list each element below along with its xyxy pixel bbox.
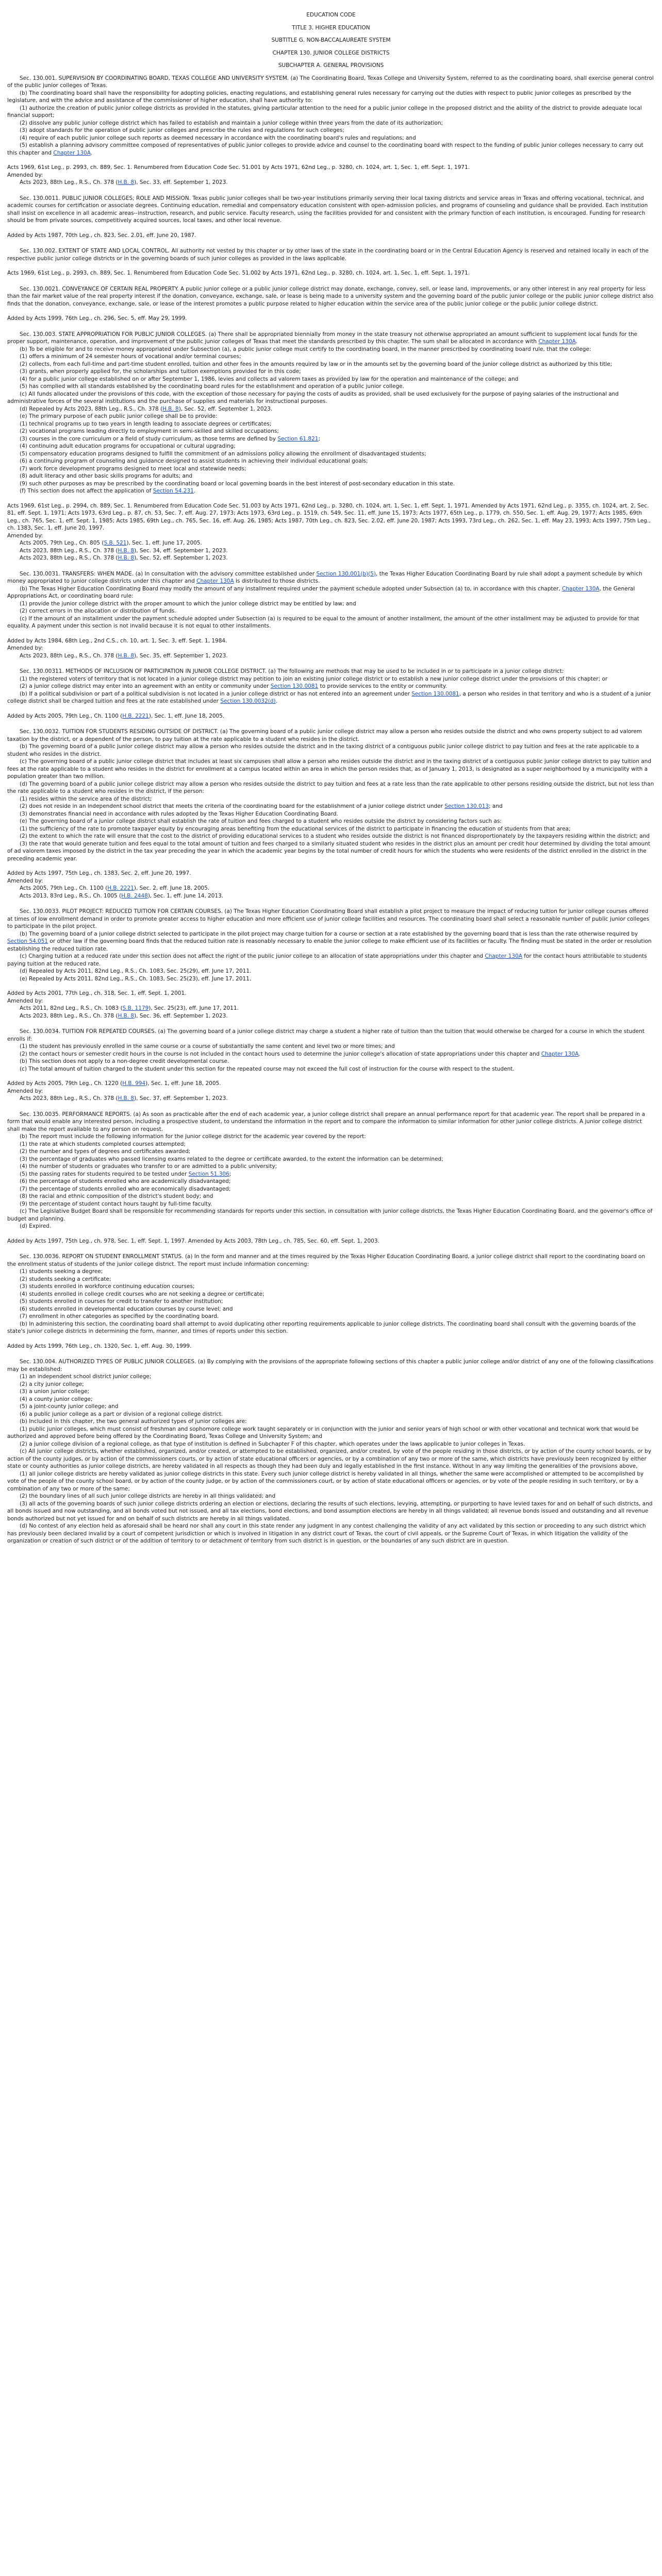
section-paragraph: (3) the rate that would generate tuition and fees equal to the total amount of tuition and fees charged to a similarly situated student who resides in the district plus an amount per credit hour determined by dividing the total amount of ad valorem taxes imposed by the district in the tax year preceding the year in which the academic year begins by the total number of credit hours for which the students who were residents of the district enrolled in the district in the preceding academic year. <box>7 840 651 862</box>
section-paragraph: (5) has complied with all standards established by the coordinating board rules for the establishment and operation of a public junior college. <box>20 383 404 389</box>
section-paragraph: (c) Charging tuition at a reduced rate under this section does not affect the right of the public junior college to an allocation of state appropriations under this chapter and Chapter 130A for the contact hours attributable to students paying tuition at the reduced rate. <box>7 953 647 967</box>
section-paragraph: (6) the percentage of students enrolled who are academically disadvantaged; <box>20 1178 231 1184</box>
sections-container <box>7 75 655 1545</box>
section-paragraph: Sec. 130.001. SUPERVISION BY COORDINATING BOARD, TEXAS COLLEGE AND UNIVERSITY SYSTEM. (a) The Coordinating Board, Texas College and University System, referred to as the coordinating board, shall exercise general control of the public junior colleges of Texas. <box>7 75 654 89</box>
section-paragraph: (2) students seeking a certificate; <box>20 1276 111 1282</box>
header-line: SUBCHAPTER A. GENERAL PROVISIONS <box>278 62 384 69</box>
section-paragraph: (2) the boundary lines of all such junior college districts are hereby in all things validated; and <box>20 1493 276 1499</box>
statute-section <box>7 195 655 240</box>
section-paragraph: (2) vocational programs leading directly to employment in semi-skilled and skilled occupations; <box>20 428 279 434</box>
section-paragraph: (6) a public junior college as a part or division of a regional college district. <box>20 1411 223 1417</box>
statute-section <box>7 908 655 1020</box>
statute-section <box>7 728 655 900</box>
section-paragraph: (c) All funds allocated under the provisions of this code, with the exception of those necessary for paying the costs of audits as provided, shall be used exclusively for the purpose of paying salaries of the instructional and administrative forces of the several institutions and the purchase of supplies and materials for instructional purposes. <box>7 391 619 404</box>
reference-link[interactable]: H.B. 8 <box>118 555 135 561</box>
history-note <box>7 315 655 323</box>
section-paragraph: Sec. 130.0031. TRANSFERS: WHEN MADE. (a) In consultation with the advisory committee established under Section 130.001(b)(5), the Texas Higher Education Coordinating Board by rule shall adopt a payment schedule by which money appropriated to junior college districts under this chapter and Chapter 130A is distributed to those districts. <box>7 570 642 584</box>
section-paragraph: (d) Repealed by Acts 2023, 88th Leg., R.S., Ch. 378 (H.B. 8), Sec. 52, eff. September 1, 2023. <box>20 405 273 412</box>
section-paragraph: Sec. 130.0011. PUBLIC JUNIOR COLLEGES; ROLE AND MISSION. Texas public junior colleges shall be two-year institutions primarily serving their local taxing districts and service areas in Texas and offering vocational, technical, and academic courses for certification or associate degrees. Continuing education, remedial and compensatory education consistent with open-admission policies, and programs of counseling and guidance shall be provided. Each institution shall insist on excellence in all academic areas--instruction, research, and public service. Faculty research, using the facilities provided for and consistent with the primary function of each institution, is encouraged. Funding for research should be from private sources, competitively acquired sources, local taxes, and other local revenue. <box>7 195 648 224</box>
history-note <box>7 1238 655 1245</box>
section-paragraph: (c) All junior college districts, whether established, organized, and/or created, or attempted to be established, organized, and/or created, by vote of the people residing in those districts, or by action of the county school boards, or by action of the county judges, or by action of the commissioners courts, or by action of state educational officers or agencies, or by a combination of any two or more of the same, which districts have previously been recognized by either state or county authorities as junior college districts, are hereby validated in all respects as though they had been duly and legally established in the first instance. Without in any way limiting the generalities of the provisions above, <box>7 1448 652 1469</box>
reference-link[interactable]: S.B. 1179 <box>122 1005 149 1011</box>
section-paragraph: (7) the percentage of students enrolled who are economically disadvantaged; <box>20 1185 231 1192</box>
history-line: Added by Acts 2005, 79th Leg., Ch. 1100 (H.B. 2221), Sec. 1, eff. June 18, 2005. <box>7 713 225 719</box>
history-line: Added by Acts 1997, 75th Leg., ch. 978, Sec. 1, eff. Sept. 1, 1997. Amended by Acts 2003, 78th Leg., ch. 785, Sec. 60, eff. Sept. 1, 2003. <box>7 1238 379 1244</box>
history-line: Acts 2023, 88th Leg., R.S., Ch. 378 (H.B. 8), Sec. 52, eff. September 1, 2023. <box>20 555 228 561</box>
reference-link[interactable]: Chapter 130A <box>485 953 522 959</box>
section-paragraph: Sec. 130.002. EXTENT OF STATE AND LOCAL CONTROL. All authority not vested by this chapter or by other laws of the state in the coordinating board or in the Central Education Agency is reserved and retained locally in each of the respective public junior college districts or in the governing boards of such junior colleges as provided in the laws applicable. <box>7 248 649 262</box>
section-paragraph: (c) The governing board of a public junior college district that includes at least six campuses shall allow a person who resides outside the district and in the taxing district of a contiguous public junior college district to pay tuition and fees at the rate applicable to a student who resides in the district for enrollment at a campus located within an area in which the person resides that, as of January 1, 2013, is designated as a super neighborhood by a municipality with a population greater than two million. <box>7 758 652 779</box>
statute-section <box>7 75 655 187</box>
section-paragraph: (4) the number of students or graduates who transfer to or are admitted to a public university; <box>20 1163 277 1170</box>
statute-section <box>7 1253 655 1350</box>
reference-link[interactable]: H.B. 8 <box>118 1095 135 1101</box>
history-note <box>7 1343 655 1350</box>
reference-link[interactable]: H.B. 8 <box>118 652 135 659</box>
reference-link[interactable]: Section 54.051 <box>7 938 48 944</box>
section-paragraph: (3) courses in the core curriculum or a field of study curriculum, as those terms are defined by Section 61.821; <box>20 435 320 442</box>
section-paragraph: (b) To be eligible for and to receive money appropriated under Subsection (a), a public junior college must certify to the coordinating board, in the manner prescribed by coordinating board rule, that the college: <box>20 346 591 352</box>
history-note <box>7 164 655 187</box>
history-line: Acts 2005, 79th Leg., Ch. 1100 (H.B. 2221), Sec. 2, eff. June 18, 2005. <box>20 885 210 891</box>
section-paragraph: (2) a junior college division of a regional college, as that type of institution is defined in Subchapter F of this chapter, which operates under the laws applicable to junior colleges in Texas. <box>20 1440 525 1447</box>
section-paragraph: (5) compensatory education programs designed to fulfill the commitment of an admissions policy allowing the enrollment of disadvantaged students; <box>20 450 426 457</box>
section-paragraph: (2) collects, from each full-time and part-time student enrolled, tuition and other fees in the amounts required by law or in the amounts set by the governing board of the junior college district as authorized by this title; <box>20 361 613 367</box>
header-line: SUBTITLE G. NON-BACCALAUREATE SYSTEM <box>271 37 391 43</box>
history-note <box>7 713 655 720</box>
section-paragraph: (b) Included in this chapter, the two general authorized types of junior colleges are: <box>20 1418 247 1425</box>
history-line: Acts 2023, 88th Leg., R.S., Ch. 378 (H.B. 8), Sec. 37, eff. September 1, 2023. <box>20 1095 228 1101</box>
reference-link[interactable]: Section 54.231 <box>153 488 194 494</box>
section-paragraph: (b) This section does not apply to a non-degree credit developmental course. <box>20 1058 229 1064</box>
reference-link[interactable]: Section 61.821 <box>277 435 319 442</box>
history-line: Added by Acts 1999, 76th Leg., ch. 1320, Sec. 1, eff. Aug. 30, 1999. <box>7 1343 192 1349</box>
section-paragraph: (e) The primary purpose of each public junior college shall be to provide: <box>20 413 218 419</box>
statute-section <box>7 285 655 323</box>
history-line: Added by Acts 1984, 68th Leg., 2nd C.S., ch. 10, art. 1, Sec. 3, eff. Sept. 1, 1984. <box>7 637 227 644</box>
history-note <box>7 990 655 1020</box>
section-paragraph: (1) public junior colleges, which must consist of freshman and sophomore college work taught separately or in conjunction with the junior and senior years of high school or with other vocational and technical work that would be authorized and approved before being offered by the Coordinating Board, Texas College and University System; and <box>7 1426 639 1439</box>
section-paragraph: Sec. 130.003. STATE APPROPRIATION FOR PUBLIC JUNIOR COLLEGES. (a) There shall be appropriated biennially from money in the state treasury not otherwise appropriated an amount sufficient to supplement local funds for the proper support, maintenance, operation, and improvement of the public junior colleges of Texas that meet the standards prescribed by this chapter. The sum shall be allocated in accordance with Chapter 130A. <box>7 331 638 345</box>
section-paragraph: (2) does not reside in an independent school district that meets the criteria of the coordinating board for the establishment of a junior college district under Section 130.013; and <box>20 803 503 809</box>
section-paragraph: (3) demonstrates financial need in accordance with rules adopted by the Texas Higher Education Coordinating Board. <box>20 810 338 817</box>
section-paragraph: (d) No contest of any election held as aforesaid shall be heard nor shall any court in this state render any judgment in any contest challenging the validity of any act validated by this section or proceeding to any such district which has previously been declared invalid by a court of competent jurisdiction or which is involved in litigation in any district court of Texas, the court of civil appeals, or the Supreme Court of Texas, in which litigation the validity of the organization or creation of such district or of the addition of territory to or detachment of territory from such district is in question, or the boundaries of any such district are in question. <box>7 1523 646 1544</box>
section-paragraph: (3) the percentage of graduates who passed licensing exams related to the degree or certificate awarded, to the extent the information can be determined; <box>20 1156 443 1162</box>
section-paragraph: (b) If a political subdivision or part of a political subdivision is not located in a junior college district or has not entered into an agreement under Section 130.0081, a person who resides in that territory and who is a student of a junior college district shall be charged tuition and fees at the rate established under Section 130.0032(d). <box>7 690 651 704</box>
reference-link[interactable]: Chapter 130A <box>53 149 91 156</box>
reference-link[interactable]: H.B. 8 <box>162 405 179 412</box>
reference-link[interactable]: H.B. 8 <box>118 179 135 185</box>
reference-link[interactable]: H.B. 8 <box>118 1012 135 1019</box>
section-paragraph: (1) authorize the creation of public junior college districts as provided in the statutes, giving particular attention to the need for a public junior college in the proposed district and the ability of the district to provide adequate local financial support; <box>7 105 642 118</box>
header-line: TITLE 3. HIGHER EDUCATION <box>292 24 370 31</box>
reference-link[interactable]: Chapter 130A <box>562 585 600 592</box>
statute-section <box>7 1111 655 1245</box>
section-paragraph: (1) the student has previously enrolled in the same course or a course of substantially the same content and level two or more times; and <box>20 1043 395 1049</box>
section-paragraph: (c) If the amount of an installment under the payment schedule adopted under Subsection (a) is required to be equal to the amount of another installment, the amount of the other installment may be adjusted to provide for that equality. A payment under this section is not invalid because it is not equal to other installments. <box>7 615 639 629</box>
section-paragraph: (6) students enrolled in developmental education courses by course level; and <box>20 1306 233 1312</box>
section-paragraph: (7) work force development programs designed to meet local and statewide needs; <box>20 465 246 472</box>
section-paragraph: (4) continuing adult education programs for occupational or cultural upgrading; <box>20 443 236 449</box>
section-paragraph: Sec. 130.0021. CONVEYANCE OF CERTAIN REAL PROPERTY. A public junior college or a public junior college district may donate, exchange, convey, sell, or lease land, improvements, or any other interest in any real property for less than the fair market value of the real property interest if the donation, conveyance, exchange, sale, or lease is being made to a university system and the governing board of the public junior college or the public junior college district also finds that the donation, conveyance, exchange, sale, or lease of the interest promotes a public purpose related to higher education within the service area of the public junior college or the public junior college district. <box>7 285 654 307</box>
section-paragraph: (1) all junior college districts are hereby validated as junior college districts in this state. Every such junior college district is hereby validated in all things, whether the same were accomplished or attempted to be accomplished by vote of the people of the county school board, or by action of the county judge, or by action of the commissioners court, or by action of state educational officers or agencies, or by vote of the people residing in such territory, or by a combination of any two or more of the same; <box>7 1470 644 1492</box>
amended-by-label: Amended by: <box>7 172 43 178</box>
section-paragraph: (2) the number and types of degrees and certificates awarded; <box>20 1148 191 1155</box>
section-paragraph: (c) The Legislative Budget Board shall be responsible for recommending standards for reports under this section, in consultation with junior college districts, the Texas Higher Education Coordinating Board, and the governor's office of budget and planning. <box>7 1208 653 1222</box>
section-paragraph: Sec. 130.0034. TUITION FOR REPEATED COURSES. (a) The governing board of a junior college district may charge a student a higher rate of tuition than the tuition that would otherwise be charged for a course in which the student enrolls if: <box>7 1028 645 1042</box>
section-paragraph: Sec. 130.0033. PILOT PROJECT: REDUCED TUITION FOR CERTAIN COURSES. (a) The Texas Higher Education Coordinating Board shall establish a pilot project to measure the impact of reducing tuition for junior college courses offered at times of low enrollment demand in order to promote greater access to higher education and more efficient use of junior college facilities and resources. The coordinating board shall select a reasonable number of public junior colleges to participate in the pilot project. <box>7 908 650 929</box>
document-header <box>7 11 655 70</box>
history-note <box>7 269 655 277</box>
section-paragraph: (3) all acts of the governing boards of such junior college districts ordering an election or elections, declaring the results of such elections, levying, attempting, or purporting to have levied taxes for and on behalf of such districts, and all bonds issued and now outstanding, and all bonds voted but not issued, and all tax elections, bond elections, and bond assumption elections are hereby in all things validated; all revenue bonds issued and outstanding and all revenue bonds authorized but not yet issued for and on behalf of such districts are hereby in all things validated. <box>7 1500 653 1522</box>
amended-by-label: Amended by: <box>7 532 43 539</box>
section-paragraph: (4) for a public junior college established on or after September 1, 1986, levies and collects ad valorem taxes as provided by law for the operation and maintenance of the college; and <box>20 376 519 382</box>
section-paragraph: (6) a continuing program of counseling and guidance designed to assist students in achieving their individual educational goals; <box>20 458 368 464</box>
section-paragraph: (1) technical programs up to two years in length leading to associate degrees or certificates; <box>20 420 272 427</box>
section-paragraph: (9) the percentage of student contact hours taught by full-time faculty. <box>20 1200 212 1207</box>
reference-link[interactable]: H.B. 8 <box>118 547 135 554</box>
section-paragraph: (1) an independent school district junior college; <box>20 1374 152 1380</box>
reference-link[interactable]: Section 130.001(b)(5) <box>316 570 376 577</box>
section-paragraph: (5) establish a planning advisory committee composed of representatives of public junior colleges to provide advice and counsel to the coordinating board with respect to the funding of public junior colleges necessary to carry out this chapter and Chapter 130A. <box>7 142 643 156</box>
section-paragraph: (2) correct errors in the allocation or distribution of funds. <box>20 608 176 614</box>
section-paragraph: (b) The governing board of a junior college district selected to participate in the pilot project may charge tuition for a course or section at a rate established by the governing board that is less than the rate otherwise required by Section 54.051 or other law if the governing board finds that the reduced tuition rate is reasonably necessary to enable the junior college to make efficient use of its facilities or faculty. The finding must be stated in the order or resolution establishing the reduced tuition rate. <box>7 930 652 952</box>
section-paragraph: Sec. 130.0035. PERFORMANCE REPORTS. (a) As soon as practicable after the end of each academic year, a junior college district shall prepare an annual performance report for that academic year. The report shall be prepared in a form that would enable any interested person, including a prospective student, to understand the information in the report and to compare the information to similar information for other junior college districts. A junior college district shall make the report available to any person on request. <box>7 1111 646 1132</box>
section-paragraph: (8) the racial and ethnic composition of the district's student body; and <box>20 1193 213 1199</box>
amended-by-label: Amended by: <box>7 645 43 651</box>
history-note <box>7 502 655 562</box>
history-line: Added by Acts 2005, 79th Leg., Ch. 1220 (H.B. 994), Sec. 1, eff. June 18, 2005. <box>7 1080 221 1087</box>
section-paragraph: (1) students seeking a degree; <box>20 1268 103 1275</box>
history-line: Added by Acts 1999, 76th Leg., ch. 296, Sec. 5, eff. May 29, 1999. <box>7 315 187 321</box>
reference-link[interactable]: S.B. 521 <box>104 540 127 546</box>
section-paragraph: (5) a joint-county junior college; and <box>20 1403 119 1410</box>
section-paragraph: (4) require of each public junior college such reports as deemed necessary in accordance with the coordinating board's rules and regulations; and <box>20 134 416 141</box>
section-paragraph: (d) The governing board of a public junior college district may allow a person who resides outside the district to pay tuition and fees at a rate less than the rate applicable to other persons residing outside the district, but not less than the rate applicable to a student who resides in the district, if the person: <box>7 781 654 794</box>
history-line: Added by Acts 2001, 77th Leg., ch. 318, Sec. 1, eff. Sept. 1, 2001. <box>7 990 187 996</box>
section-paragraph: (9) such other purposes as may be prescribed by the coordinating board or local governing boards in the best interest of post-secondary education in this state. <box>20 480 455 487</box>
reference-link[interactable]: Section 130.0032(d) <box>220 698 276 704</box>
history-note <box>7 637 655 660</box>
section-paragraph: (e) Repealed by Acts 2011, 82nd Leg., R.S., Ch. 1083, Sec. 25(23), eff. June 17, 2011. <box>20 975 252 982</box>
history-line: Acts 2023, 88th Leg., R.S., Ch. 378 (H.B. 8), Sec. 34, eff. September 1, 2023. <box>20 547 228 554</box>
section-paragraph: (f) This section does not affect the application of Section 54.231. <box>20 488 196 494</box>
history-line: Added by Acts 1987, 70th Leg., ch. 823, Sec. 2.01, eff. June 20, 1987. <box>7 232 196 239</box>
section-paragraph: (3) students enrolled in workforce continuing education courses; <box>20 1283 195 1290</box>
amended-by-label: Amended by: <box>7 1088 43 1094</box>
statute-section <box>7 570 655 660</box>
reference-link[interactable]: Section 51.306 <box>188 1171 229 1177</box>
section-paragraph: (c) The total amount of tuition charged to the student under this section for the repeated course may not exceed the full cost of instruction for the course with respect to the student. <box>20 1065 515 1072</box>
section-paragraph: (2) the extent to which the rate will ensure that the cost to the district of providing educational services to a student who resides outside the district is not financed disproportionately by the taxpayers residing within the district; and <box>20 833 650 839</box>
history-note <box>7 870 655 900</box>
section-paragraph: (1) offers a minimum of 24 semester hours of vocational and/or terminal courses; <box>20 353 241 360</box>
history-line: Acts 1969, 61st Leg., p. 2993, ch. 889, Sec. 1. Renumbered from Education Code Sec. 51.001 by Acts 1971, 62nd Leg., p. 3280, ch. 1024, art. 1, Sec. 1, eff. Sept. 1, 1971. <box>7 164 470 171</box>
reference-link[interactable]: Chapter 130A <box>538 338 576 345</box>
section-paragraph: (3) grants, when properly applied for, the scholarships and tuition exemptions provided for in this code; <box>20 368 301 375</box>
section-paragraph: Sec. 130.004. AUTHORIZED TYPES OF PUBLIC JUNIOR COLLEGES. (a) By complying with the provisions of the appropriate following sections of this chapter a public junior college and/or district of any one of the following classifications may be established: <box>7 1359 654 1372</box>
section-paragraph: (d) Expired. <box>20 1223 52 1229</box>
reference-link[interactable]: H.B. 2448 <box>121 892 148 899</box>
section-paragraph: Sec. 130.00311. METHODS OF INCLUSION OF PARTICIPATION IN JUNIOR COLLEGE DISTRICT. (a) The following are methods that may be used to be included in or to participate in a junior college district: <box>20 668 564 674</box>
amended-by-label: Amended by: <box>7 877 43 884</box>
reference-link[interactable]: Chapter 130A <box>196 578 234 584</box>
section-paragraph: (b) The governing board of a public junior college district may allow a person who resides outside the district and in the taxing district of a contiguous public junior college district to pay tuition and fees at the rate applicable to a student who resides in the district. <box>7 743 639 757</box>
section-paragraph: (2) the contact hours or semester credit hours in the course is not included in the contact hours used to determine the junior college's allocation of state appropriations under this chapter and Chapter 130A. <box>20 1050 581 1057</box>
section-paragraph: (7) enrollment in other categories as specified by the coordinating board. <box>20 1313 219 1319</box>
statute-section <box>7 668 655 720</box>
history-note <box>7 1080 655 1103</box>
statute-section <box>7 331 655 562</box>
section-paragraph: (8) adult literacy and other basic skills programs for adults; and <box>20 473 193 479</box>
section-paragraph: (e) The governing board of a junior college district shall establish the rate of tuition and fees charged to a student who resides outside the district by considering factors such as: <box>20 818 502 824</box>
history-line: Acts 1969, 61st Leg., p. 2994, ch. 889, Sec. 1. Renumbered from Education Code Sec. 51.003 by Acts 1971, 62nd Leg., p. 3280, ch. 1024, art. 1, Sec. 1, eff. Sept. 1, 1971. Amended by Acts 1971, 62nd Leg., p. 3355, ch. 1024, art. 2, Sec. 81, eff. Sept. 1, 1971; Acts 1973, 63rd Leg., p. 87, ch. 53, Sec. 7, eff. Aug. 27, 1973; Acts 1973, 63rd Leg., p. 1519, ch. 549, Sec. 11, eff. June 15, 1973; Acts 1977, 65th Leg., p. 1779, ch. 550, Sec. 1, eff. Aug. 29, 1977; Acts 1985, 69th Leg., ch. 765, Sec. 1, eff. Sept. 1, 1985; Acts 1985, 69th Leg., ch. 765, Sec. 16, eff. Aug. 26, 1985; Acts 1987, 70th Leg., ch. 823, Sec. 2.02, eff. June 20, 1987; Acts 1993, 73rd Leg., ch. 262, Sec. 1, eff. May 23, 1993; Acts 1997, 75th Leg., ch. 1383, Sec. 1, eff. June 20, 1997. <box>7 502 651 531</box>
section-paragraph: (b) The coordinating board shall have the responsibility for adopting policies, enacting regulations, and establishing general rules necessary for carrying out the duties with respect to public junior colleges as prescribed by the legislature, and with the advice and assistance of the commissioner of higher education, shall have authority to: <box>7 90 632 104</box>
section-paragraph: (2) dissolve any public junior college district which has failed to establish and maintain a junior college within three years from the date of its authorization; <box>20 120 443 126</box>
history-line: Acts 2023, 88th Leg., R.S., Ch. 378 (H.B. 8), Sec. 33, eff. September 1, 2023. <box>20 179 228 185</box>
history-line: Acts 2013, 83rd Leg., R.S., Ch. 1005 (H.B. 2448), Sec. 1, eff. June 14, 2013. <box>20 892 224 899</box>
section-paragraph: (b) The report must include the following information for the junior college district for the academic year covered by the report: <box>20 1133 366 1140</box>
amended-by-label: Amended by: <box>7 997 43 1004</box>
reference-link[interactable]: Chapter 130A <box>541 1050 579 1057</box>
section-paragraph: (4) students enrolled in college credit courses who are not seeking a degree or certificate; <box>20 1291 264 1297</box>
reference-link[interactable]: H.B. 994 <box>122 1080 146 1087</box>
reference-link[interactable]: H.B. 2221 <box>107 885 134 891</box>
section-paragraph: (2) a junior college district may enter into an agreement with an entity or community under Section 130.0081 to provide services to the entity or community. <box>20 683 447 689</box>
section-paragraph: (2) a city junior college; <box>20 1381 84 1387</box>
section-paragraph: (1) the registered voters of territory that is not located in a junior college district may petition to join an existing junior college district or to establish a new junior college district under the provisions of this chapter; or <box>20 675 608 682</box>
section-paragraph: (5) the passing rates for students required to be tested under Section 51.306; <box>20 1171 231 1177</box>
section-paragraph: (1) resides within the service area of the district; <box>20 795 152 802</box>
history-note <box>7 232 655 240</box>
section-paragraph: (1) the sufficiency of the rate to promote taxpayer equity by encouraging areas benefiting from the educational services of the district to participate in financing the education of students from that area; <box>20 825 571 832</box>
history-line: Acts 2023, 88th Leg., R.S., Ch. 378 (H.B. 8), Sec. 35, eff. September 1, 2023. <box>20 652 228 659</box>
reference-link[interactable]: H.B. 2221 <box>122 713 149 719</box>
section-paragraph: (4) a county junior college; <box>20 1396 93 1402</box>
section-paragraph: (1) the rate at which students completed courses attempted; <box>20 1141 186 1147</box>
header-line: EDUCATION CODE <box>306 12 356 18</box>
history-line: Acts 2023, 88th Leg., R.S., Ch. 378 (H.B. 8), Sec. 36, eff. September 1, 2023. <box>20 1012 228 1019</box>
history-line: Acts 2011, 82nd Leg., R.S., Ch. 1083 (S.B. 1179), Sec. 25(23), eff. June 17, 2011. <box>20 1005 239 1011</box>
section-paragraph: Sec. 130.0032. TUITION FOR STUDENTS RESIDING OUTSIDE OF DISTRICT. (a) The governing board of a public junior college district may allow a person who resides outside the district and who owns property subject to ad valorem taxation by the district, or a dependent of the person, to pay tuition at the rate applicable to a student who resides in the district. <box>7 728 642 742</box>
section-paragraph: (b) The Texas Higher Education Coordinating Board may modify the amount of any installment required under the payment schedule adopted under Subsection (a) to, in accordance with this chapter, Chapter 130A, the General Appropriations Act, or coordinating board rule: <box>7 585 635 599</box>
section-paragraph: (5) students enrolled in courses for credit to transfer to another institution; <box>20 1298 223 1304</box>
statute-section <box>7 1358 655 1545</box>
statute-section <box>7 1028 655 1103</box>
history-line: Acts 2005, 79th Leg., Ch. 805 (S.B. 521), Sec. 1, eff. June 17, 2005. <box>20 540 202 546</box>
statute-section <box>7 247 655 277</box>
header-line: CHAPTER 130. JUNIOR COLLEGE DISTRICTS <box>272 49 390 56</box>
reference-link[interactable]: Section 130.0081 <box>411 690 459 697</box>
section-paragraph: (3) a union junior college; <box>20 1388 90 1395</box>
reference-link[interactable]: Section 130.013 <box>444 803 489 809</box>
history-line: Added by Acts 1997, 75th Leg., ch. 1383, Sec. 2, eff. June 20, 1997. <box>7 870 191 876</box>
history-line: Acts 1969, 61st Leg., p. 2993, ch. 889, Sec. 1. Renumbered from Education Code Sec. 51.002 by Acts 1971, 62nd Leg., p. 3280, ch. 1024, art. 1, Sec. 1, eff. Sept. 1, 1971. <box>7 270 470 276</box>
section-paragraph: (1) provide the junior college district with the proper amount to which the junior college district may be entitled by law; and <box>20 600 356 607</box>
section-paragraph: (3) adopt standards for the operation of public junior colleges and prescribe the rules and regulations for such colleges; <box>20 127 344 133</box>
section-paragraph: Sec. 130.0036. REPORT ON STUDENT ENROLLMENT STATUS. (a) In the form and manner and at the times required by the Texas Higher Education Coordinating Board, a junior college district shall report to the coordinating board on the enrollment status of students of the junior college district. The report must include information concerning: <box>7 1253 646 1267</box>
section-paragraph: (b) In administering this section, the coordinating board shall attempt to avoid duplicating other reporting requirements applicable to junior college districts. The coordinating board shall consult with the governing boards of the state's junior college districts in determining the form, manner, and times of reports under this section. <box>7 1320 636 1334</box>
section-paragraph: (d) Repealed by Acts 2011, 82nd Leg., R.S., Ch. 1083, Sec. 25(29), eff. June 17, 2011. <box>20 968 252 974</box>
reference-link[interactable]: Section 130.0081 <box>270 683 319 689</box>
